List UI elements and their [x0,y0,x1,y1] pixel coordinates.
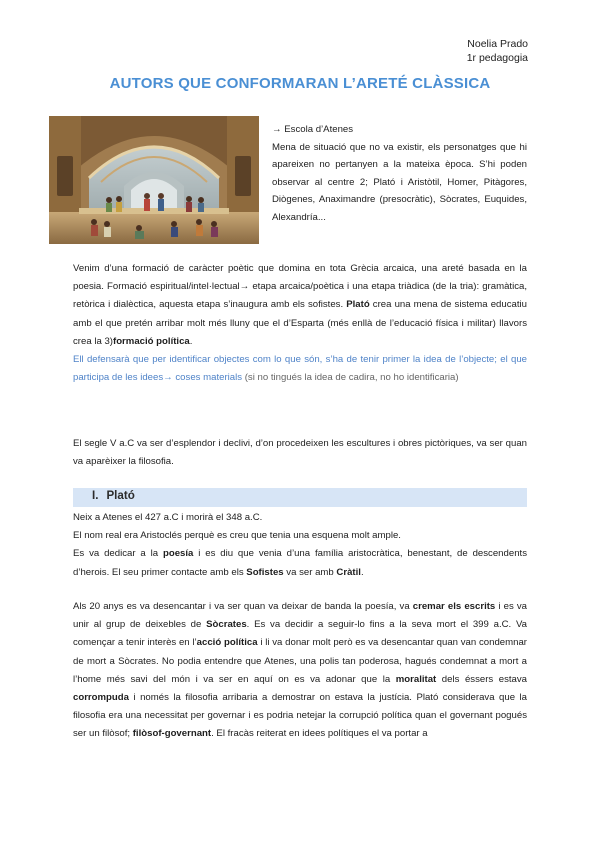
socrates-bold: Sòcrates [206,619,247,631]
caption-heading: → Escola d’Atenes [272,124,354,135]
document-title: AUTORS QUE CONFORMARAN L’ARETÉ CLÀSSICA [109,75,491,92]
plato-origin-text-e: va ser amb [283,566,337,578]
life-text-e: . Es va decidir a seguir-lo fins a la seva mort el 399 a.C. Va començar a tenir interès en l’ [73,619,527,649]
plato-origin-text-c: i es diu que venia d’una família aristocràtica, benestant, de descendents d’herois. El seu primer contacte amb els [73,548,527,578]
life-text-m: . El fracàs reiterat en idees polítiques el va portar a [211,728,428,740]
accio-politica-bold: acció política [196,637,258,649]
section-heading [92,489,135,502]
section-title: Plató [106,489,135,502]
plato-origin-text-a: Es va dedicar a la [73,548,163,560]
ideas-aside: (si no tingués la idea de cadira, no ho identificaria) [242,372,459,384]
plato-origin [73,545,527,581]
ideas-note: Ell defensarà que per identificar objectes com lo que són, s’ha de tenir primer la idea de l’objecte; el que participa de les idees→ coses materials [73,354,527,384]
corrompuda-bold: corrompuda [73,692,129,704]
school-of-athens-image [49,116,259,244]
life-text-c: i es va unir al grup de deixebles de [73,601,527,631]
life-text-k: i només la filosofia arribaria a demostrar on estava la justícia. Plató considerava que la filosofia era una necessitat per governar i es podria netejar la corrupció política quan el governant pogués ser un filòsof; [73,692,527,740]
plato-birth: Neix a Atenes el 427 a.C i morirà el 348 a.C. [73,512,263,523]
filosof-governant-bold: filòsof-governant [132,728,212,740]
image-caption [272,121,527,227]
author-block [467,37,528,65]
caption-text: Mena de situació que no va existir, els personatges que hi apareixen no pertanyen a la mateixa època. S’hi poden observar al centre 2; Plató i Aristòtil, Homer, Pitàgores, Diògenes, Anaximandre (presocràtic), Sòcrates, Euquides, Alexandría... [272,141,527,223]
author-name: Noelia Prado [467,38,528,50]
intro-paragraph [73,260,527,387]
cratil-bold: Cràtil [336,566,361,578]
plato-name: El nom real era Aristoclés perquè es creu que tenia una esquena molt ample. [73,530,401,542]
moralitat-bold: moralitat [395,673,437,685]
cremar-escrits-bold: cremar els escrits [412,601,496,612]
sofistes-bold: Sofistes [246,566,284,578]
plato-life-paragraph [73,598,527,744]
author-course: 1r pedagogia [466,52,528,64]
life-text-a: Als 20 anys es va desencantar i va ser quan va deixar de banda la poesía, va [73,601,413,612]
formacio-politica-bold: formació política [113,335,190,347]
plato-bold: Plató [346,299,370,311]
section-number: I. [92,489,99,502]
intro-text-3: . [189,335,193,347]
plato-intro [73,509,527,582]
segle-v-paragraph [73,435,527,471]
section-heading-bar [73,488,527,507]
fresco-illustration [49,116,259,244]
poesia-bold: poesía [162,548,194,560]
segle-v-text: El segle V a.C va ser d’esplendor i declivi, d’on procedeixen les escultures i obres pictòriques, va ser quan va aparèixer la filosofia. [73,438,527,468]
intro-text-2: crea una mena de sistema educatiu amb el que pretén arribar molt més lluny que el d’Esparta (més enllà de l’educació física i militar) llavors crea la 3) [73,299,527,347]
plato-origin-text-g: . [360,566,364,578]
intro-text-1: Venim d’una formació de caràcter poètic que domina en tota Grècia arcaica, una areté basada en la poesia. Formació espiritual/intel·lectual→ etapa arcaica/poètica i una etapa triàdica (de la tria): gramàtica, retòrica i dialèctica, aquesta etapa s’inaugura amb els sofistes. [73,263,527,311]
life-text-g: i li va donar molt però es va desencantar quan van condemnar de mort a Sòcrates. No podia entendre que Atenes, una polis tan poderosa, hagués condemnat a mort a l’home més savi del món i va ser en aquí on es va adonar que la [73,637,527,685]
life-text-i: dels éssers estava [436,673,527,685]
